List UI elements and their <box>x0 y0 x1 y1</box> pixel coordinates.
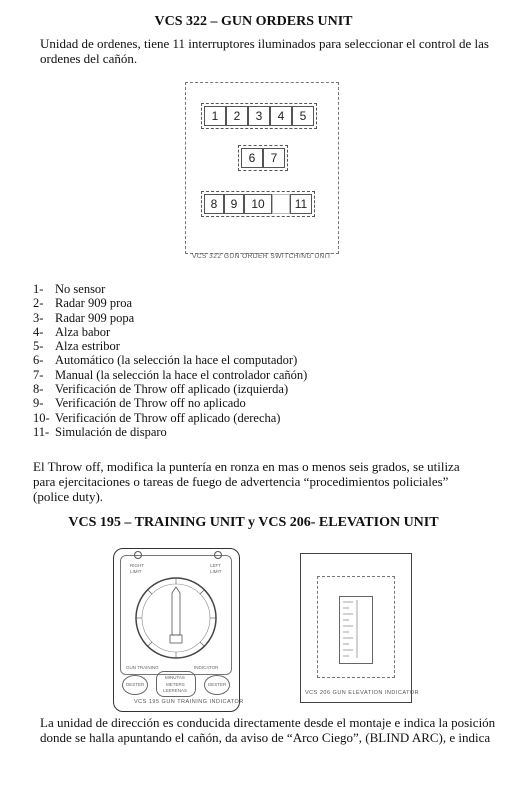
list-item-text: No sensor <box>55 282 106 296</box>
list-item <box>33 311 307 325</box>
list-item <box>33 411 307 425</box>
gun-training-indicator-figure <box>113 548 244 712</box>
list-item <box>33 382 307 396</box>
training-figure-caption: VCS 195 GUN TRAINING INDICATOR <box>134 699 244 705</box>
list-item-text: Verificación de Throw off aplicado (derecha) <box>55 410 281 425</box>
elevation-scale-icon <box>341 598 369 660</box>
center-label-3: LEERENAS <box>163 688 188 693</box>
list-item-number: 10- <box>33 410 50 425</box>
list-item <box>33 396 307 410</box>
list-item-number: 6- <box>33 353 44 368</box>
throwoff-line: para ejercitaciones o tareas de fuego de advertencia “procedimientos policiales” <box>33 474 449 489</box>
list-item <box>33 368 307 382</box>
right-limit-label-bottom: LIMIT <box>130 569 142 574</box>
list-item-text: Manual (la selección la hace el controlador cañón) <box>55 367 308 382</box>
left-dimmer-button <box>122 675 148 695</box>
throwoff-line: El Throw off, modifica la puntería en ronza en mas o menos seis grados, se utiliza <box>33 459 460 474</box>
right-limit-label-top: RIGHT <box>130 563 144 568</box>
list-item <box>33 339 307 353</box>
list-item <box>33 325 307 339</box>
left-limit-label-top: LEFT <box>210 563 222 568</box>
body-paragraph <box>40 715 500 745</box>
throwoff-line: (police duty). <box>33 489 104 504</box>
list-item <box>33 282 307 296</box>
gun-training-label: GUN TRAINING <box>126 665 159 670</box>
list-item-text: Automático (la selección la hace el computador) <box>55 353 298 368</box>
list-item <box>33 296 307 310</box>
elevation-figure-caption: VCS 206 GUN ELEVATION INDICATOR <box>305 690 420 696</box>
body-line: La unidad de dirección es conducida directamente desde el montaje e indica la posición <box>40 715 496 730</box>
left-dimmer-label: DESTER <box>126 682 145 687</box>
intro-paragraph <box>40 36 489 66</box>
switch-key: 4 <box>270 106 292 126</box>
switch-key: 11 <box>290 194 312 214</box>
list-item-text: Simulación de disparo <box>55 424 167 439</box>
switch-key: 8 <box>204 194 224 214</box>
center-label-1: MINUTAS <box>165 675 185 680</box>
switch-key: 6 <box>241 148 263 168</box>
list-item-number: 2- <box>33 296 44 311</box>
right-limit-lamp-icon <box>134 551 142 559</box>
list-item-number: 4- <box>33 324 44 339</box>
list-item <box>33 353 307 367</box>
list-item-text: Verificación de Throw off no aplicado <box>55 396 246 411</box>
list-item-number: 3- <box>33 310 44 325</box>
list-item-text: Alza babor <box>55 324 111 339</box>
intro-line: ordenes del cañón. <box>40 51 138 66</box>
right-dimmer-label: DESTER <box>208 682 227 687</box>
list-item-text: Verificación de Throw off aplicado (izquierda) <box>55 382 289 397</box>
list-item-text: Radar 909 popa <box>55 310 135 325</box>
figure-caption: VCS 322 GUN ORDER SWITCHING UNIT <box>192 253 332 260</box>
switch-key: 2 <box>226 106 248 126</box>
list-item-number: 9- <box>33 396 44 411</box>
gun-elevation-indicator-figure <box>300 553 420 703</box>
left-limit-lamp-icon <box>214 551 222 559</box>
list-item-text: Radar 909 proa <box>55 296 133 311</box>
switch-row-3 <box>201 191 315 217</box>
switch-description-list <box>33 282 307 439</box>
right-dimmer-button <box>204 675 230 695</box>
switch-row-2 <box>238 145 288 171</box>
training-dial-icon <box>132 573 220 663</box>
switch-key: 3 <box>248 106 270 126</box>
switch-row-1 <box>201 103 317 129</box>
gun-order-switching-figure <box>185 82 339 260</box>
switch-key: 7 <box>263 148 285 168</box>
indicator-label: INDICATOR <box>194 665 219 670</box>
list-item-number: 7- <box>33 367 44 382</box>
switch-key: 9 <box>224 194 244 214</box>
switch-key: 1 <box>204 106 226 126</box>
intro-line: Unidad de ordenes, tiene 11 interruptores iluminados para seleccionar el control de las <box>40 36 489 51</box>
switch-key-blank <box>272 194 290 214</box>
list-item-number: 1- <box>33 282 44 296</box>
list-item-number: 8- <box>33 382 44 397</box>
body-line: donde se halla apuntando el cañón, da aviso de “Arco Ciego”, (BLIND ARC), e indica <box>40 730 491 745</box>
left-limit-label-bottom: LIMIT <box>210 569 222 574</box>
center-label-2: METERS <box>166 682 185 687</box>
throwoff-paragraph <box>33 459 493 504</box>
section-title-training-elevation: VCS 195 – TRAINING UNIT y VCS 206- ELEVATION UNIT <box>68 515 439 530</box>
switch-key: 5 <box>292 106 314 126</box>
list-item-number: 11- <box>33 424 50 439</box>
switch-key: 10 <box>244 194 272 214</box>
center-selector-button <box>156 671 196 697</box>
section-title-gun-orders: VCS 322 – GUN ORDERS UNIT <box>154 14 353 29</box>
list-item <box>33 425 307 439</box>
list-item-number: 5- <box>33 339 44 354</box>
list-item-text: Alza estribor <box>55 339 120 354</box>
